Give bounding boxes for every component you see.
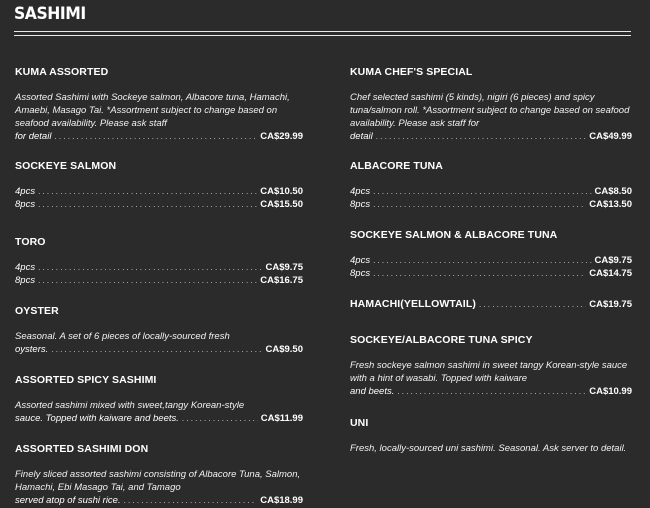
item-description: Assorted sashimi mixed with sweet,tangy Korean-style	[15, 400, 245, 411]
option-label: 4pcs	[350, 255, 371, 266]
option-price: CA$13.50	[589, 199, 632, 210]
item-description: Chef selected sashimi (5 kinds), nigiri (6 pieces) and spicy tuna/salmon roll. *Assortment subject to change based on seafood availability. Please ask staff for	[350, 92, 630, 129]
price-row	[350, 385, 632, 398]
dot-leader	[38, 198, 257, 211]
dot-leader	[373, 198, 586, 211]
item-price: CA$11.99	[260, 413, 303, 424]
option-label: 4pcs	[15, 186, 36, 197]
divider-top	[14, 31, 631, 32]
dot-leader	[51, 343, 262, 356]
option-price: CA$9.75	[265, 262, 303, 273]
menu-item-albacore-tuna[interactable]	[350, 160, 632, 211]
price-row	[15, 343, 303, 356]
option-price: CA$14.75	[589, 268, 632, 279]
item-description: Fresh, locally-sourced uni sashimi. Seasonal. Ask server to detail.	[350, 443, 627, 454]
item-name: TORO	[15, 236, 46, 248]
dot-leader	[38, 185, 257, 198]
menu-item-uni[interactable]	[350, 417, 632, 455]
price-option	[15, 274, 303, 287]
option-label: 8pcs	[15, 199, 36, 210]
price-option	[15, 261, 303, 274]
price-row	[15, 412, 303, 425]
item-name: KUMA ASSORTED	[15, 66, 109, 78]
option-price: CA$15.50	[260, 199, 303, 210]
price-option	[350, 267, 632, 280]
price-option	[350, 254, 632, 267]
page-title: SASHIMI	[14, 4, 86, 24]
item-name: UNI	[350, 417, 369, 429]
option-label: 4pcs	[15, 262, 36, 273]
item-name: SOCKEYE SALMON	[15, 160, 117, 172]
dot-leader	[54, 130, 257, 143]
price-option	[350, 198, 632, 211]
dot-leader	[373, 185, 591, 198]
menu-item-oyster[interactable]	[15, 305, 303, 356]
menu-item-sockeye-salmon-albacore-tuna[interactable]	[350, 229, 632, 280]
price-option	[350, 185, 632, 198]
menu-item-assorted-sashimi-don[interactable]	[15, 443, 303, 507]
menu-item-assorted-spicy-sashimi[interactable]	[15, 374, 303, 425]
dot-leader	[38, 261, 262, 274]
item-description-end: for detail	[15, 131, 52, 142]
item-price: CA$18.99	[260, 495, 303, 506]
dot-leader	[376, 130, 587, 143]
item-description-end: sauce. Topped with kaiware and beets.	[15, 413, 179, 424]
dot-leader	[373, 254, 591, 267]
item-description: Seasonal. A set of 6 pieces of locally-sourced fresh	[15, 331, 230, 342]
item-price: CA$9.50	[265, 344, 303, 355]
option-price: CA$8.50	[594, 186, 632, 197]
dot-leader	[479, 300, 586, 309]
item-price: CA$10.99	[589, 386, 632, 397]
menu-item-kuma-assorted[interactable]	[15, 66, 303, 143]
item-description: Assorted Sashimi with Sockeye salmon, Albacore tuna, Hamachi, Amaebi, Masago Tai. *Assortment subject to change based on seafood availability. Please ask staff	[15, 92, 290, 129]
price-row	[15, 130, 303, 143]
item-name: SOCKEYE SALMON & ALBACORE TUNA	[350, 229, 558, 241]
item-description-end: and beets.	[350, 386, 395, 397]
item-name: HAMACHI(YELLOWTAIL)	[350, 298, 476, 310]
price-row	[15, 494, 303, 507]
divider-bottom	[14, 35, 631, 36]
item-name: OYSTER	[15, 305, 59, 317]
item-price: CA$29.99	[260, 131, 303, 142]
price-row	[350, 130, 632, 143]
option-label: 4pcs	[350, 186, 371, 197]
option-label: 8pcs	[15, 275, 36, 286]
item-description-end: oysters.	[15, 344, 49, 355]
item-name: SOCKEYE/ALBACORE TUNA SPICY	[350, 334, 533, 346]
item-name: ASSORTED SASHIMI DON	[15, 443, 149, 455]
item-price: CA$19.75	[589, 299, 632, 310]
item-description-end: detail	[350, 131, 373, 142]
price-option	[15, 185, 303, 198]
item-description: Finely sliced assorted sashimi consisting of Albacore Tuna, Salmon, Hamachi, Ebi Masago Tai, and Tamago	[15, 469, 301, 493]
item-description-end: served atop of sushi rice.	[15, 495, 121, 506]
menu-item-sockeye-salmon[interactable]	[15, 160, 303, 211]
menu-item-toro[interactable]	[15, 236, 303, 287]
dot-leader	[38, 274, 257, 287]
item-description: Fresh sockeye salmon sashimi in sweet tangy Korean-style sauce with a hint of wasabi. Topped with kaiware	[350, 360, 628, 384]
menu-item-kuma-chefs-special[interactable]	[350, 66, 632, 143]
option-label: 8pcs	[350, 268, 371, 279]
dot-leader	[182, 412, 258, 425]
price-option	[15, 198, 303, 211]
item-name: ALBACORE TUNA	[350, 160, 443, 172]
option-label: 8pcs	[350, 199, 371, 210]
menu-item-hamachi[interactable]	[350, 298, 632, 311]
item-name: KUMA CHEF'S SPECIAL	[350, 66, 473, 78]
option-price: CA$16.75	[260, 275, 303, 286]
dot-leader	[397, 385, 586, 398]
dot-leader	[124, 494, 258, 507]
menu-item-sockeye-albacore-tuna-spicy[interactable]	[350, 334, 632, 398]
dot-leader	[373, 267, 586, 280]
option-price: CA$10.50	[260, 186, 303, 197]
item-price: CA$49.99	[589, 131, 632, 142]
item-name: ASSORTED SPICY SASHIMI	[15, 374, 157, 386]
option-price: CA$9.75	[594, 255, 632, 266]
